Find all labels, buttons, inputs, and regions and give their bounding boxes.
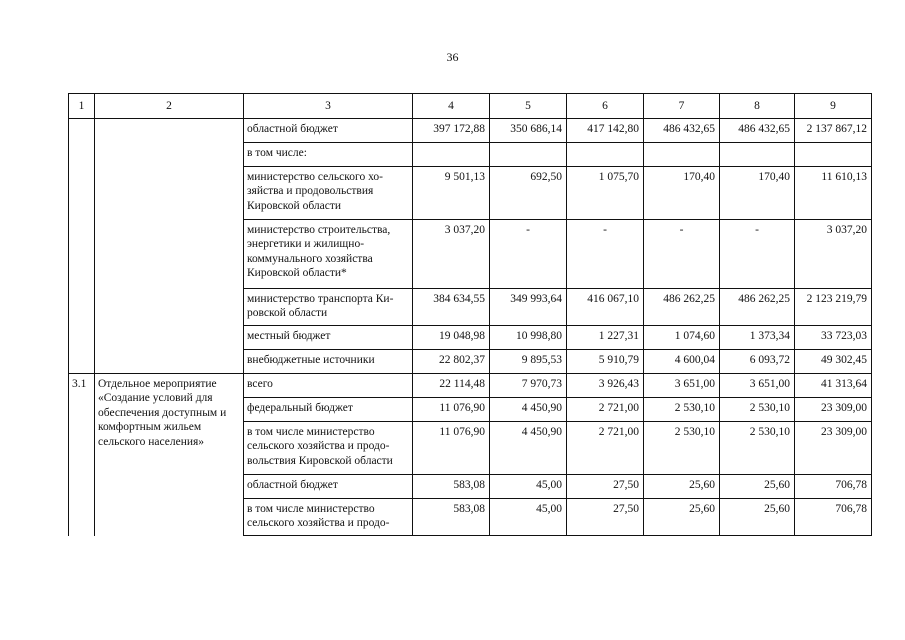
value-cell: 1 075,70 <box>567 167 644 220</box>
value-cell: 22 114,48 <box>413 374 490 398</box>
value-cell: 1 373,34 <box>720 326 795 350</box>
header-row <box>69 94 872 119</box>
value-cell: 486 262,25 <box>644 289 720 326</box>
value-cell: 3 037,20 <box>413 220 490 289</box>
value-cell: 25,60 <box>720 475 795 499</box>
section-code: 3.1 <box>69 374 95 536</box>
value-cell: - <box>567 220 644 289</box>
value-cell <box>720 143 795 167</box>
table-row <box>69 374 872 398</box>
value-cell: 9 895,53 <box>490 350 567 374</box>
source-cell: в том числе министерство сельского хозяйства и продо-вольствия Кировской области <box>244 422 413 475</box>
value-cell: 384 634,55 <box>413 289 490 326</box>
value-cell: 3 651,00 <box>720 374 795 398</box>
column-header: 9 <box>795 94 872 119</box>
value-cell: 2 530,10 <box>720 422 795 475</box>
value-cell <box>413 143 490 167</box>
column-header: 2 <box>95 94 244 119</box>
value-cell: 2 530,10 <box>644 422 720 475</box>
value-cell: 706,78 <box>795 475 872 499</box>
value-cell: 45,00 <box>490 499 567 536</box>
value-cell: 23 309,00 <box>795 422 872 475</box>
value-cell: 1 074,60 <box>644 326 720 350</box>
value-cell: 170,40 <box>720 167 795 220</box>
column-header: 8 <box>720 94 795 119</box>
value-cell: 583,08 <box>413 499 490 536</box>
source-cell: в том числе: <box>244 143 413 167</box>
column-header: 6 <box>567 94 644 119</box>
budget-table <box>68 93 872 536</box>
value-cell: 706,78 <box>795 499 872 536</box>
value-cell: 33 723,03 <box>795 326 872 350</box>
value-cell: 25,60 <box>644 475 720 499</box>
value-cell: 3 651,00 <box>644 374 720 398</box>
value-cell: 4 450,90 <box>490 398 567 422</box>
value-cell: 349 993,64 <box>490 289 567 326</box>
column-header: 7 <box>644 94 720 119</box>
section-name: Отдельное мероприятие «Создание условий для обеспечения доступным и комфортным жильем сельского населения» <box>95 374 244 536</box>
value-cell: 2 530,10 <box>644 398 720 422</box>
value-cell: 11 076,90 <box>413 422 490 475</box>
value-cell <box>795 143 872 167</box>
value-cell: 486 432,65 <box>644 119 720 143</box>
value-cell: 417 142,80 <box>567 119 644 143</box>
value-cell: 2 123 219,79 <box>795 289 872 326</box>
column-header: 3 <box>244 94 413 119</box>
value-cell: 23 309,00 <box>795 398 872 422</box>
value-cell: 486 432,65 <box>720 119 795 143</box>
value-cell: 19 048,98 <box>413 326 490 350</box>
value-cell: - <box>490 220 567 289</box>
source-cell: местный бюджет <box>244 326 413 350</box>
value-cell: 49 302,45 <box>795 350 872 374</box>
value-cell: 1 227,31 <box>567 326 644 350</box>
source-cell: федеральный бюджет <box>244 398 413 422</box>
value-cell: 27,50 <box>567 475 644 499</box>
value-cell: 2 721,00 <box>567 398 644 422</box>
value-cell: 11 610,13 <box>795 167 872 220</box>
value-cell: 25,60 <box>644 499 720 536</box>
value-cell <box>644 143 720 167</box>
column-header: 4 <box>413 94 490 119</box>
code-cell <box>69 119 95 374</box>
value-cell: 397 172,88 <box>413 119 490 143</box>
value-cell <box>567 143 644 167</box>
value-cell: 11 076,90 <box>413 398 490 422</box>
value-cell: 10 998,80 <box>490 326 567 350</box>
value-cell <box>490 143 567 167</box>
value-cell: 25,60 <box>720 499 795 536</box>
value-cell: 4 600,04 <box>644 350 720 374</box>
value-cell: 350 686,14 <box>490 119 567 143</box>
source-cell: министерство сельского хо-зяйства и продовольствия Кировской области <box>244 167 413 220</box>
value-cell: 3 926,43 <box>567 374 644 398</box>
source-cell: министерство строительства, энергетики и жилищно-коммунального хозяйства Кировской области* <box>244 220 413 289</box>
value-cell: 22 802,37 <box>413 350 490 374</box>
value-cell: 4 450,90 <box>490 422 567 475</box>
column-header: 5 <box>490 94 567 119</box>
value-cell: 45,00 <box>490 475 567 499</box>
value-cell: 486 262,25 <box>720 289 795 326</box>
value-cell: 692,50 <box>490 167 567 220</box>
value-cell: 2 721,00 <box>567 422 644 475</box>
value-cell: 6 093,72 <box>720 350 795 374</box>
table-row <box>69 119 872 143</box>
page-number: 36 <box>446 50 459 64</box>
value-cell: 5 910,79 <box>567 350 644 374</box>
value-cell: 41 313,64 <box>795 374 872 398</box>
value-cell: 416 067,10 <box>567 289 644 326</box>
value-cell: 2 137 867,12 <box>795 119 872 143</box>
value-cell: - <box>644 220 720 289</box>
source-cell: внебюджетные источники <box>244 350 413 374</box>
source-cell: областной бюджет <box>244 475 413 499</box>
value-cell: 9 501,13 <box>413 167 490 220</box>
source-cell: в том числе министерство сельского хозяйства и продо- <box>244 499 413 536</box>
value-cell: 3 037,20 <box>795 220 872 289</box>
value-cell: 2 530,10 <box>720 398 795 422</box>
source-cell: министерство транспорта Ки-ровской области <box>244 289 413 326</box>
value-cell: - <box>720 220 795 289</box>
value-cell: 583,08 <box>413 475 490 499</box>
value-cell: 170,40 <box>644 167 720 220</box>
name-cell <box>95 119 244 374</box>
value-cell: 7 970,73 <box>490 374 567 398</box>
source-cell: всего <box>244 374 413 398</box>
source-cell: областной бюджет <box>244 119 413 143</box>
value-cell: 27,50 <box>567 499 644 536</box>
column-header: 1 <box>69 94 95 119</box>
